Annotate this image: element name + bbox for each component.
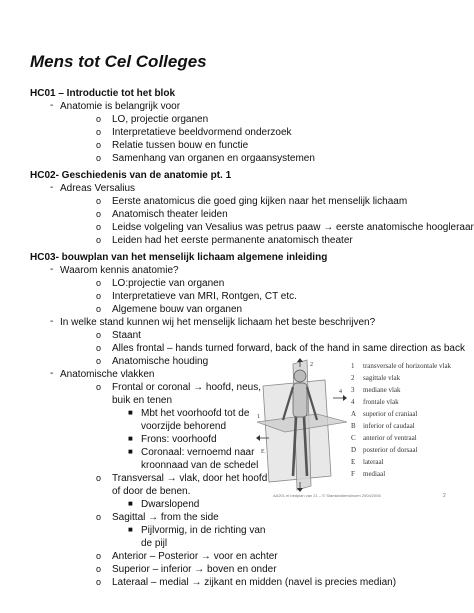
figure-page-number: 2 — [443, 493, 446, 499]
list-item: ■ Mbt het voorhoofd tot de — [128, 408, 250, 419]
list-item: o Interpretatieve beeldvormend onderzoek — [96, 127, 292, 138]
svg-text:E: E — [261, 449, 265, 455]
list-item-continuation: kroonnaad van de schedel — [141, 460, 259, 471]
list-item: ■ Frons: voorhoofd — [128, 434, 217, 445]
heading-hc02: HC02- Geschiedenis van de anatomie pt. 1 — [30, 170, 232, 181]
legend-item: F mediaal — [351, 470, 386, 478]
svg-text:4: 4 — [339, 389, 342, 395]
list-item: o Transversal → vlak, door het hoofd — [96, 473, 268, 484]
list-item: o Algemene bouw van organen — [96, 304, 243, 315]
list-item: o Frontal or coronal → hoofd, neus, — [96, 382, 261, 393]
heading-hc03: HC03- bouwplan van het menselijk lichaam algemene inleiding — [30, 252, 328, 263]
list-item: o Sagittal → from the side — [96, 512, 219, 523]
list-item: o Eerste anatomicus die goed ging kijken naar het menselijk lichaam — [96, 196, 408, 207]
list-item: o Superior – inferior → boven en onder — [96, 564, 277, 575]
list-item: o Anatomisch theater leiden — [96, 209, 228, 220]
figure-caption: AA201 el bedplan van 21 – © Stamlandiensbroen 2004/2006 — [273, 493, 381, 498]
legend-item: D posterior of dorsaal — [351, 446, 418, 454]
list-item: o Samenhang van organen en orgaansystemen — [96, 153, 315, 164]
list-item: ■ Coronaal: vernoemd naar — [128, 447, 255, 458]
list-item-continuation: of door de benen. — [112, 486, 191, 497]
list-item: o Leidse volgeling van Vesalius was petrus paaw → eerste anatomische hoogleraar — [96, 222, 474, 233]
list-item: o Relatie tussen bouw en functie — [96, 140, 249, 151]
list-item-continuation: buik en tenen — [112, 395, 173, 406]
list-item: o Lateraal – medial → zijkant en midden (navel is precies median) — [96, 577, 397, 588]
document-title: Mens tot Cel Colleges — [30, 52, 207, 71]
list-item: o LO:projectie van organen — [96, 278, 225, 289]
legend-item: A superior of craniaal — [351, 410, 418, 418]
list-item: o Interpretatieve van MRI, Rontgen, CT etc. — [96, 291, 297, 302]
anatomical-planes-drawing — [255, 358, 351, 492]
svg-text:2: 2 — [310, 362, 313, 368]
list-item: - Adreas Versalius — [50, 182, 136, 194]
legend-item: 4 frontale vlak — [351, 398, 399, 406]
list-item-continuation: de pijl — [141, 538, 168, 549]
list-item: - Anatomie is belangrijk voor — [50, 100, 181, 112]
legend-item: 1 transversale of horizontale vlak — [351, 362, 452, 370]
list-item: o LO, projectie organen — [96, 114, 209, 125]
list-item: - Waarom kennis anatomie? — [50, 264, 179, 276]
list-item-continuation: voorzijde behorend — [141, 421, 227, 432]
list-item: o Alles frontal – hands turned forward, back of the hand in same direction as back — [96, 343, 465, 354]
list-item: o Staant — [96, 330, 141, 341]
heading-hc01: HC01 – Introductie tot het blok — [30, 88, 176, 99]
legend-item: E lateraal — [351, 458, 384, 466]
list-item: o Leiden had het eerste permanente anatomisch theater — [96, 235, 353, 246]
list-item: - In welke stand kunnen wij het menselijk lichaam het beste beschrijven? — [50, 316, 376, 328]
list-item: - Anatomische vlakken — [50, 368, 155, 380]
anatomical-planes-figure — [255, 358, 452, 500]
list-item: ■ Pijlvormig, in de richting van — [128, 525, 266, 536]
legend-item: B inferior of caudaal — [351, 422, 415, 430]
legend-item: 3 mediane vlak — [351, 386, 401, 394]
list-item: o Anatomische houding — [96, 356, 209, 367]
legend-item: C anterior of ventraal — [351, 434, 417, 442]
legend-item: 2 sagittale vlak — [351, 374, 401, 382]
list-item: ■ Dwarslopend — [128, 499, 200, 510]
list-item: o Anterior – Posterior → voor en achter — [96, 551, 278, 562]
svg-text:1: 1 — [257, 414, 260, 420]
